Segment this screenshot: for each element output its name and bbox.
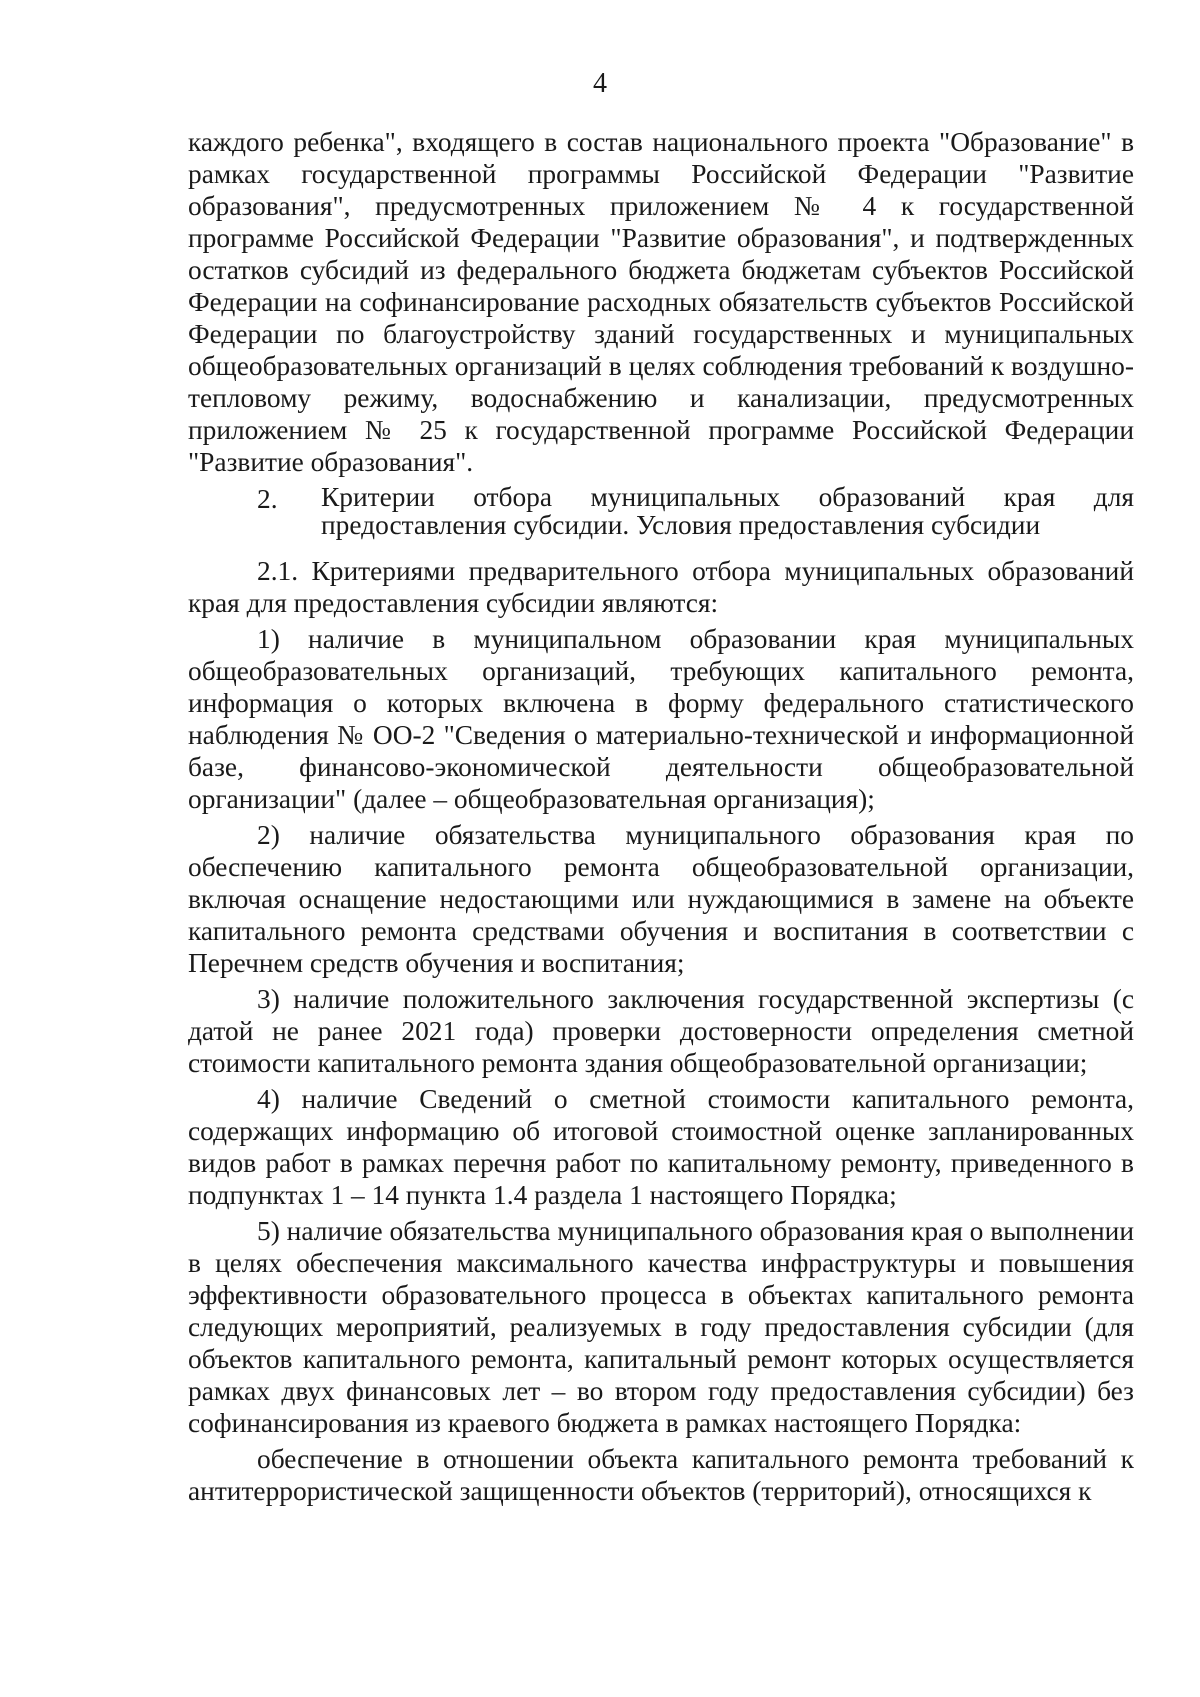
paragraph-measures: обеспечение в отношении объекта капитального ремонта требований к антитеррористической защищенности объектов (территорий), относящихся к	[188, 1444, 1134, 1506]
paragraph-continuation: каждого ребенка", входящего в состав национального проекта "Образование" в рамках государственной программы Российской Федерации "Развитие образования", предусмотренных приложением № 4 к государственной программе Российской Федерации "Развитие образования", и подтвержденных остатков субсидий из федерального бюджета бюджетам субъектов Российской Федерации на софинансирование расходных обязательств субъектов Российской Федерации по благоустройству зданий государственных и муниципальных общеобразовательных организаций в целях соблюдения требований к воздушно-тепловому режиму, водоснабжению и канализации, предусмотренных приложением № 25 к государственной программе Российской Федерации "Развитие образования".	[188, 127, 1134, 477]
paragraph-criteria-intro: 2.1. Критериями предварительного отбора муниципальных образований края для предоставления субсидии являются:	[188, 556, 1134, 618]
section-heading	[188, 483, 1134, 539]
paragraph-criterion-4: 4) наличие Сведений о сметной стоимости капитального ремонта, содержащих информацию об итоговой стоимостной оценке запланированных видов работ в рамках перечня работ по капитальному ремонту, приведенного в подпунктах 1 – 14 пункта 1.4 раздела 1 настоящего Порядка;	[188, 1084, 1134, 1210]
section-heading-number: 2.	[257, 484, 278, 514]
section-heading-text: Критерии отбора муниципальных образований края для предоставления субсидии. Условия предоставления субсидии	[321, 482, 1134, 540]
page-number: 4	[593, 68, 607, 99]
document-body	[188, 126, 1134, 1507]
paragraph-criterion-1: 1) наличие в муниципальном образовании края муниципальных общеобразовательных организаций, требующих капитального ремонта, информация о которых включена в форму федерального статистического наблюдения № ОО-2 "Сведения о материально-технической и информационной базе, финансово-экономической деятельности общеобразовательной организации" (далее – общеобразовательная организация);	[188, 624, 1134, 814]
paragraph-criterion-3: 3) наличие положительного заключения государственной экспертизы (с датой не ранее 2021 года) проверки достоверности определения сметной стоимости капитального ремонта здания общеобразовательной организации;	[188, 984, 1134, 1078]
paragraph-criterion-5: 5) наличие обязательства муниципального образования края о выполнении в целях обеспечения максимального качества инфраструктуры и повышения эффективности образовательного процесса в объектах капитального ремонта следующих мероприятий, реализуемых в году предоставления субсидии (для объектов капитального ремонта, капитальный ремонт которых осуществляется рамках двух финансовых лет – во втором году предоставления субсидии) без софинансирования из краевого бюджета в рамках настоящего Порядка:	[188, 1216, 1134, 1438]
paragraph-criterion-2: 2) наличие обязательства муниципального образования края по обеспечению капитального ремонта общеобразовательной организации, включая оснащение недостающими или нуждающимися в замене на объекте капитального ремонта средствами обучения и воспитания в соответствии с Перечнем средств обучения и воспитания;	[188, 820, 1134, 978]
